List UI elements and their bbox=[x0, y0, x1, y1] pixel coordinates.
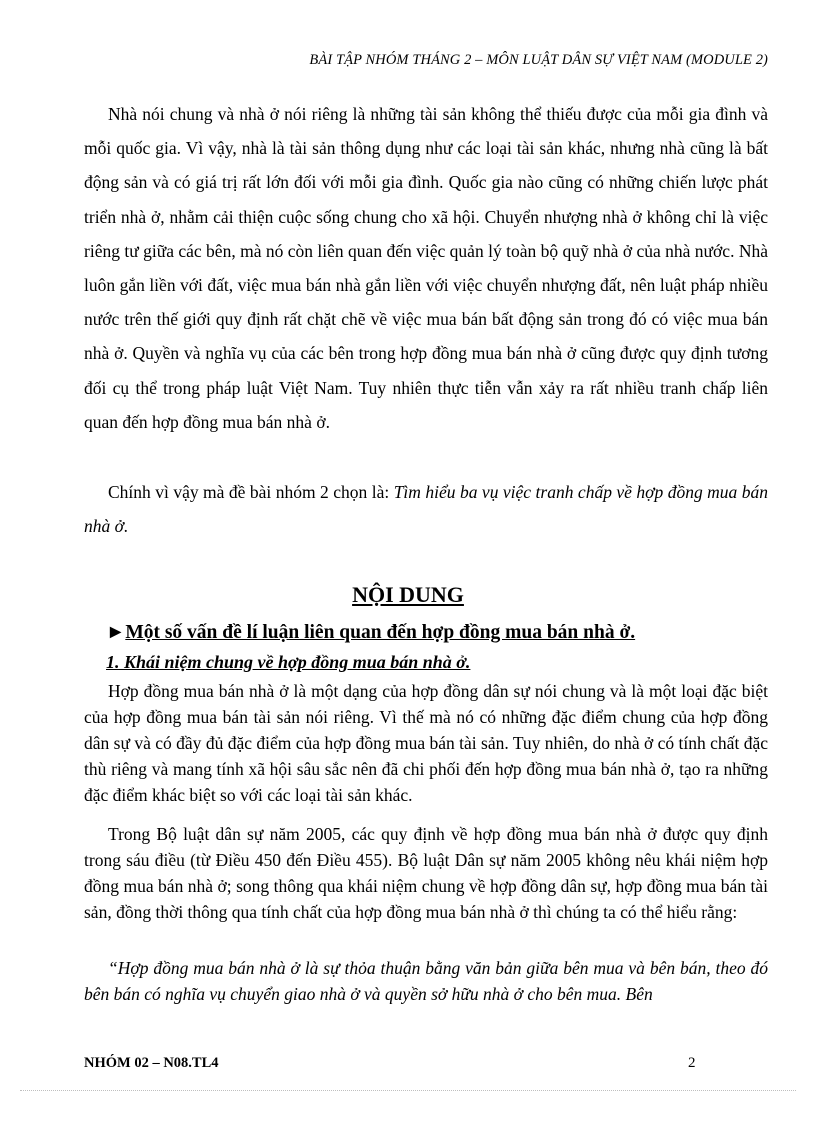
subheading-1: 1. Khái niệm chung về hợp đồng mua bán nhà ở. bbox=[106, 652, 471, 672]
quote-paragraph: “Hợp đồng mua bán nhà ở là sự thỏa thuận bằng văn bản giữa bên mua và bên bán, theo đó bên bán có nghĩa vụ chuyển giao nhà ở và quyền sở hữu nhà ở cho bên mua. Bên bbox=[84, 958, 768, 1004]
topic-prefix: Chính vì vậy mà đề bài nhóm 2 chọn là: bbox=[108, 482, 394, 502]
page-number: 2 bbox=[688, 1055, 696, 1071]
triangle-icon: ► bbox=[106, 622, 126, 643]
paragraph-3: Trong Bộ luật dân sự năm 2005, các quy định về hợp đồng mua bán nhà ở được quy định trong sáu điều (từ Điều 450 đến Điều 455). Bộ luật Dân sự năm 2005 không nêu khái niệm hợp đồng mua bán nhà ở; song thông qua khái niệm chung về hợp đồng dân sự, hợp đồng mua bán tài sản, đồng thời thông qua tính chất của hợp đồng mua bán nhà ở thì chúng ta có thể hiểu rằng: bbox=[84, 824, 768, 922]
footer-group: NHÓM 02 – N08.TL4 bbox=[84, 1055, 219, 1071]
topic-paragraph bbox=[84, 475, 768, 543]
heading-1 bbox=[106, 622, 635, 644]
footer-divider bbox=[20, 1090, 796, 1091]
paragraph-2: Hợp đồng mua bán nhà ở là một dạng của hợp đồng dân sự nói chung và là một loại đặc biệt của hợp đồng mua bán tài sản nói riêng. Vì thế mà nó có những đặc điểm chung của hợp đồng dân sự và có đầy đủ đặc điểm của hợp đồng mua bán tài sản. Tuy nhiên, do nhà ở có tính chất đặc thù riêng và mang tính xã hội sâu sắc nên đã chi phối đến hợp đồng mua bán nhà ở, tạo ra những đặc điểm khác biệt so với các loại tài sản khác. bbox=[84, 681, 768, 805]
heading-1-label: Một số vấn đề lí luận liên quan đến hợp đồng mua bán nhà ở. bbox=[125, 622, 636, 643]
intro-paragraph: Nhà nói chung và nhà ở nói riêng là những tài sản không thể thiếu được của mỗi gia đình và mỗi quốc gia. Vì vậy, nhà là tài sản thông dụng như các loại tài sản khác, nhưng nhà cũng là bất động sản và có giá trị rất lớn đối với mỗi gia đình. Quốc gia nào cũng có những chiến lược phát triển nhà ở, nhằm cải thiện cuộc sống chung cho xã hội. Chuyển nhượng nhà ở không chỉ là việc riêng tư giữa các bên, mà nó còn liên quan đến việc quản lý toàn bộ quỹ nhà ở của nhà nước. Nhà luôn gắn liền với đất, việc mua bán nhà gắn liền với việc chuyển nhượng đất, nên luật pháp nhiều nước trên thế giới quy định rất chặt chẽ về việc mua bán bất động sản trong đó có việc mua bán nhà ở. Quyền và nghĩa vụ của các bên trong hợp đồng mua bán nhà ở cũng được quy định tương đối cụ thể trong pháp luật Việt Nam. Tuy nhiên thực tiễn vẫn xảy ra rất nhiều tranh chấp liên quan đến hợp đồng mua bán nhà ở. bbox=[84, 104, 768, 432]
page-header: BÀI TẬP NHÓM THÁNG 2 – MÔN LUẬT DÂN SỰ VIỆT NAM (MODULE 2) bbox=[309, 52, 768, 68]
section-title: NỘI DUNG bbox=[352, 582, 464, 607]
topic-italic: Tìm hiểu ba vụ việc tranh chấp về hợp đồng mua bán nhà ở. bbox=[84, 482, 769, 537]
